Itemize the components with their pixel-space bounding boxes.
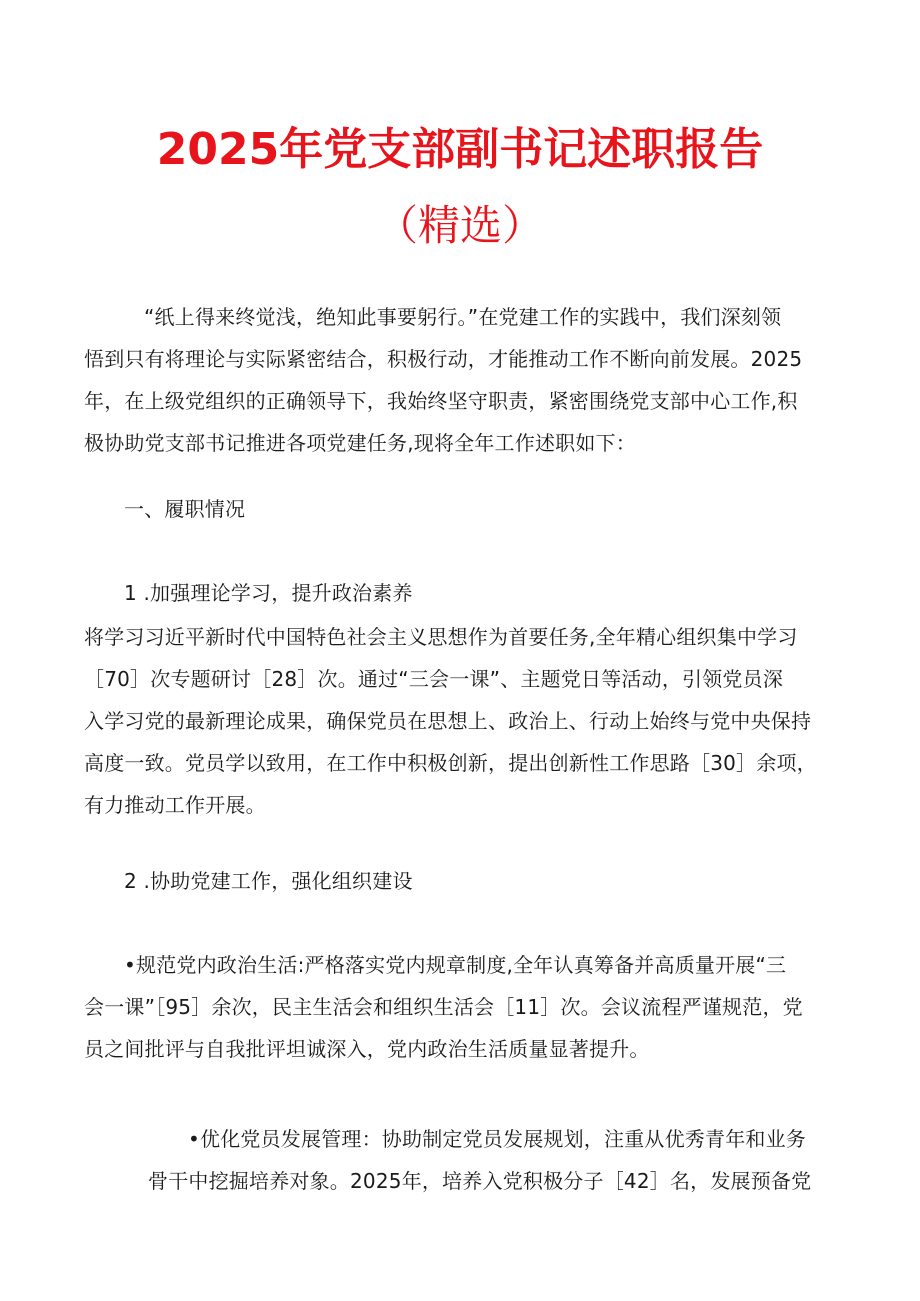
intro-paragraph <box>84 296 844 464</box>
intro-line: “纸上得来终觉浅，绝知此事要躬行。”在党建工作的实践中，我们深刻领 <box>144 305 782 329</box>
paragraph-line: •优化党员发展管理：协助制定党员发展规划，注重从优秀青年和业务 <box>188 1127 806 1151</box>
bullet-2-paragraph <box>148 1118 848 1202</box>
paragraph-line: 骨干中挖掘培养对象。2025年，培养入党积极分子［42］名，发展预备党 <box>148 1169 812 1193</box>
document-title: 2025年党支部副书记述职报告 <box>156 124 764 175</box>
intro-line: 悟到只有将理论与实际紧密结合，积极行动，才能推动工作不断向前发展。2025 <box>84 347 803 371</box>
item-1-paragraph <box>84 616 844 826</box>
paragraph-line: 将学习习近平新时代中国特色社会主义思想作为首要任务,全年精心组织集中学习 <box>84 625 798 649</box>
paragraph-line: 有力推动工作开展。 <box>84 793 266 817</box>
item-1-heading <box>124 572 413 614</box>
section-heading-text: 一、履职情况 <box>124 497 246 521</box>
paragraph-line: 会一课”［95］余次，民主生活会和组织生活会［11］次。会议流程严谨规范，党 <box>84 995 803 1019</box>
item-2-heading-text: 2 .协助党建工作，强化组织建设 <box>124 869 413 893</box>
intro-line: 极协助党支部书记推进各项党建任务,现将全年工作述职如下： <box>84 431 636 455</box>
paragraph-line: 员之间批评与自我批评坦诚深入，党内政治生活质量显著提升。 <box>84 1037 650 1061</box>
paragraph-line: •规范党内政治生活:严格落实党内规章制度,全年认真筹备并高质量开展“三 <box>124 953 787 977</box>
item-2-heading <box>124 860 413 902</box>
paragraph-line: 入学习党的最新理论成果，确保党员在思想上、政治上、行动上始终与党中央保持 <box>84 709 812 733</box>
section-heading <box>124 488 245 530</box>
bullet-1-paragraph <box>84 944 844 1070</box>
intro-line: 年，在上级党组织的正确领导下，我始终坚守职责，紧密围绕党支部中心工作,积 <box>84 389 798 413</box>
paragraph-line: 高度一致。党员学以致用，在工作中积极创新，提出创新性工作思路［30］余项， <box>84 751 817 775</box>
item-1-heading-text: 1 .加强理论学习，提升政治素养 <box>124 581 413 605</box>
document-subtitle: （精选） <box>375 201 544 250</box>
paragraph-line: ［70］次专题研讨［28］次。通过“三会一课”、主题党日等活动，引领党员深 <box>84 667 784 691</box>
